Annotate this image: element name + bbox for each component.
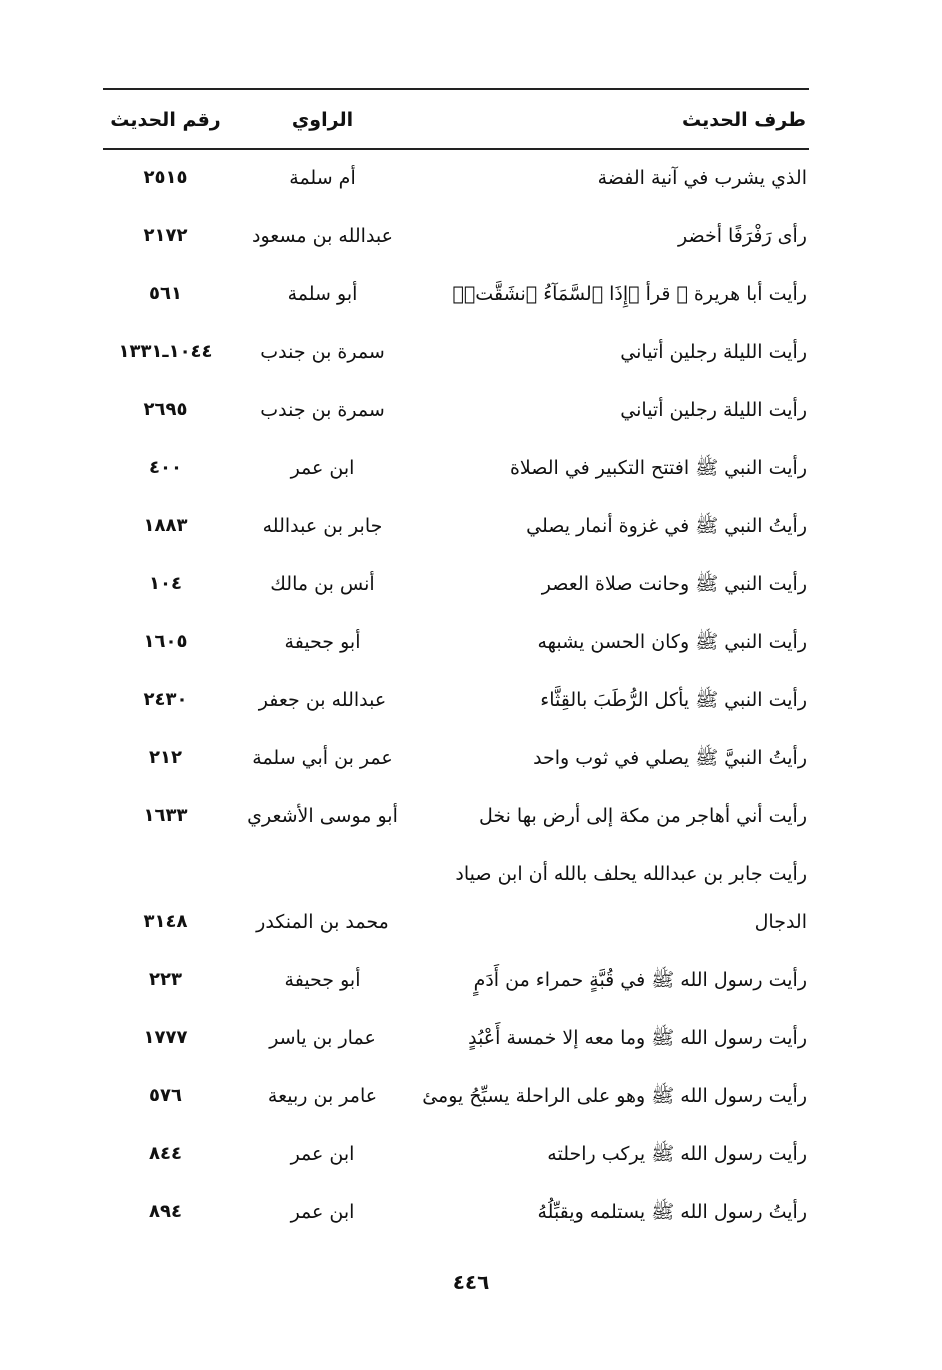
table-row [103, 332, 809, 372]
table-row [103, 158, 809, 198]
narrator-name: أنس بن مالك [270, 573, 375, 595]
narrator-name: عامر بن ربيعة [267, 1085, 378, 1107]
column-header-narrator: الراوي [291, 109, 354, 131]
hadith-number: ٨٩٤ [149, 1201, 182, 1222]
hadith-text: الذي يشرب في آنية الفضة [597, 167, 807, 189]
narrator-name: جابر بن عبدالله [262, 515, 383, 537]
hadith-number: ٣١٤٨ [143, 911, 188, 932]
table-row [103, 960, 809, 1000]
hadith-number: ٢٤٣٠ [143, 689, 188, 710]
hadith-text: رأيت النبي ﷺ وكان الحسن يشبهه [537, 631, 807, 653]
table-row [103, 1076, 809, 1116]
table-row [103, 902, 809, 942]
hadith-text: رأيت أني أهاجر من مكة إلى أرض بها نخل [478, 805, 807, 827]
hadith-number: ١٦٠٥ [143, 631, 188, 652]
hadith-number: ٤٠٠ [149, 457, 182, 478]
narrator-name: ابن عمر [290, 1143, 355, 1165]
table-row [103, 1018, 809, 1058]
hadith-text: الدجال [754, 911, 807, 933]
narrator-name: أم سلمة [289, 167, 356, 189]
narrator-name: محمد بن المنكدر [256, 911, 389, 933]
narrator-name: عمار بن ياسر [269, 1027, 376, 1049]
narrator-name [245, 854, 400, 894]
table-row [103, 622, 809, 662]
table-row [103, 274, 809, 314]
page-number: ٤٤٦ [452, 1270, 490, 1294]
hadith-number: ٨٤٤ [149, 1143, 182, 1164]
hadith-number: ٢١٢ [149, 747, 182, 768]
narrator-name: سمرة بن جندب [260, 341, 385, 363]
table-row [103, 796, 809, 836]
hadith-number: ٢٦٩٥ [143, 399, 188, 420]
table-row [103, 1192, 809, 1232]
narrator-name: ابن عمر [290, 457, 355, 479]
hadith-number: ١٨٨٣ [143, 515, 188, 536]
hadith-text: رأيت الليلة رجلين أتياني [620, 341, 807, 363]
hadith-text: رأيتُ رسول الله ﷺ يستلمه ويقبِّلُهُ [537, 1201, 807, 1223]
hadith-text: رأيتُ النبي ﷺ في غزوة أنمار يصلي [526, 515, 807, 537]
table-row [103, 1134, 809, 1174]
column-header-number: رقم الحديث [110, 109, 221, 131]
hadith-text: رأيت رسول الله ﷺ وهو على الراحلة يسبِّحُ يومئ [422, 1085, 807, 1107]
hadith-text: رأيت جابر بن عبدالله يحلف بالله أن ابن صياد [455, 863, 807, 885]
column-header-hadith: طرف الحديث [682, 109, 806, 131]
hadith-number: ٢٢٣ [149, 969, 182, 990]
table-row [103, 854, 809, 894]
hadith-number: ٥٧٦ [149, 1085, 182, 1106]
narrator-name: أبو سلمة [287, 283, 358, 305]
hadith-text: رأيت النبي ﷺ يأكل الرُّطَبَ بالقِثَّاء [540, 689, 807, 711]
narrator-name: أبو موسى الأشعري [247, 805, 398, 827]
hadith-number: ٢١٧٢ [143, 225, 188, 246]
hadith-text: رأيت رسول الله ﷺ في قُبَّةٍ حمراء من أَدَمٍ [473, 969, 807, 991]
hadith-text: رأى رَفْرَفًا أخضر [677, 225, 807, 247]
table-row [103, 680, 809, 720]
table-row [103, 738, 809, 778]
table-row [103, 564, 809, 604]
hadith-number: ١٦٣٣ [143, 805, 188, 826]
hadith-text: رأيت رسول الله ﷺ يركب راحلته [547, 1143, 807, 1165]
narrator-name: سمرة بن جندب [260, 399, 385, 421]
hadith-text: رأيت أبا هريرة ﷺ قرأ ﴿إِذَا ٱلسَّمَآءُ ٱنشَقَّتۡ﴾ [452, 283, 807, 305]
table-row [103, 506, 809, 546]
narrator-name: عبدالله بن جعفر [258, 689, 387, 711]
hadith-number: ١٧٧٧ [143, 1027, 188, 1048]
hadith-text: رأيت رسول الله ﷺ وما معه إلا خمسة أَعْبُدٍ [468, 1027, 807, 1049]
hadith-number: ١٠٤ [149, 573, 182, 594]
hadith-text: رأيت النبي ﷺ وحانت صلاة العصر [541, 573, 807, 595]
hadith-text: رأيت النبي ﷺ افتتح التكبير في الصلاة [509, 457, 807, 479]
hadith-number: ١٠٤٤ـ١٣٣١ [118, 341, 213, 362]
hadith-text: رأيتُ النبيَّ ﷺ يصلي في ثوب واحد [533, 747, 807, 769]
hadith-number: ٢٥١٥ [143, 167, 188, 188]
table-row [103, 390, 809, 430]
table-row [103, 216, 809, 256]
narrator-name: أبو جحيفة [284, 969, 361, 991]
table-row [103, 448, 809, 488]
narrator-name: عمر بن أبي سلمة [252, 747, 393, 769]
narrator-name: أبو جحيفة [284, 631, 361, 653]
hadith-number [103, 854, 228, 894]
narrator-name: ابن عمر [290, 1201, 355, 1223]
hadith-text: رأيت الليلة رجلين أتياني [620, 399, 807, 421]
narrator-name: عبدالله بن مسعود [252, 225, 393, 247]
hadith-number: ٥٦١ [149, 283, 182, 304]
